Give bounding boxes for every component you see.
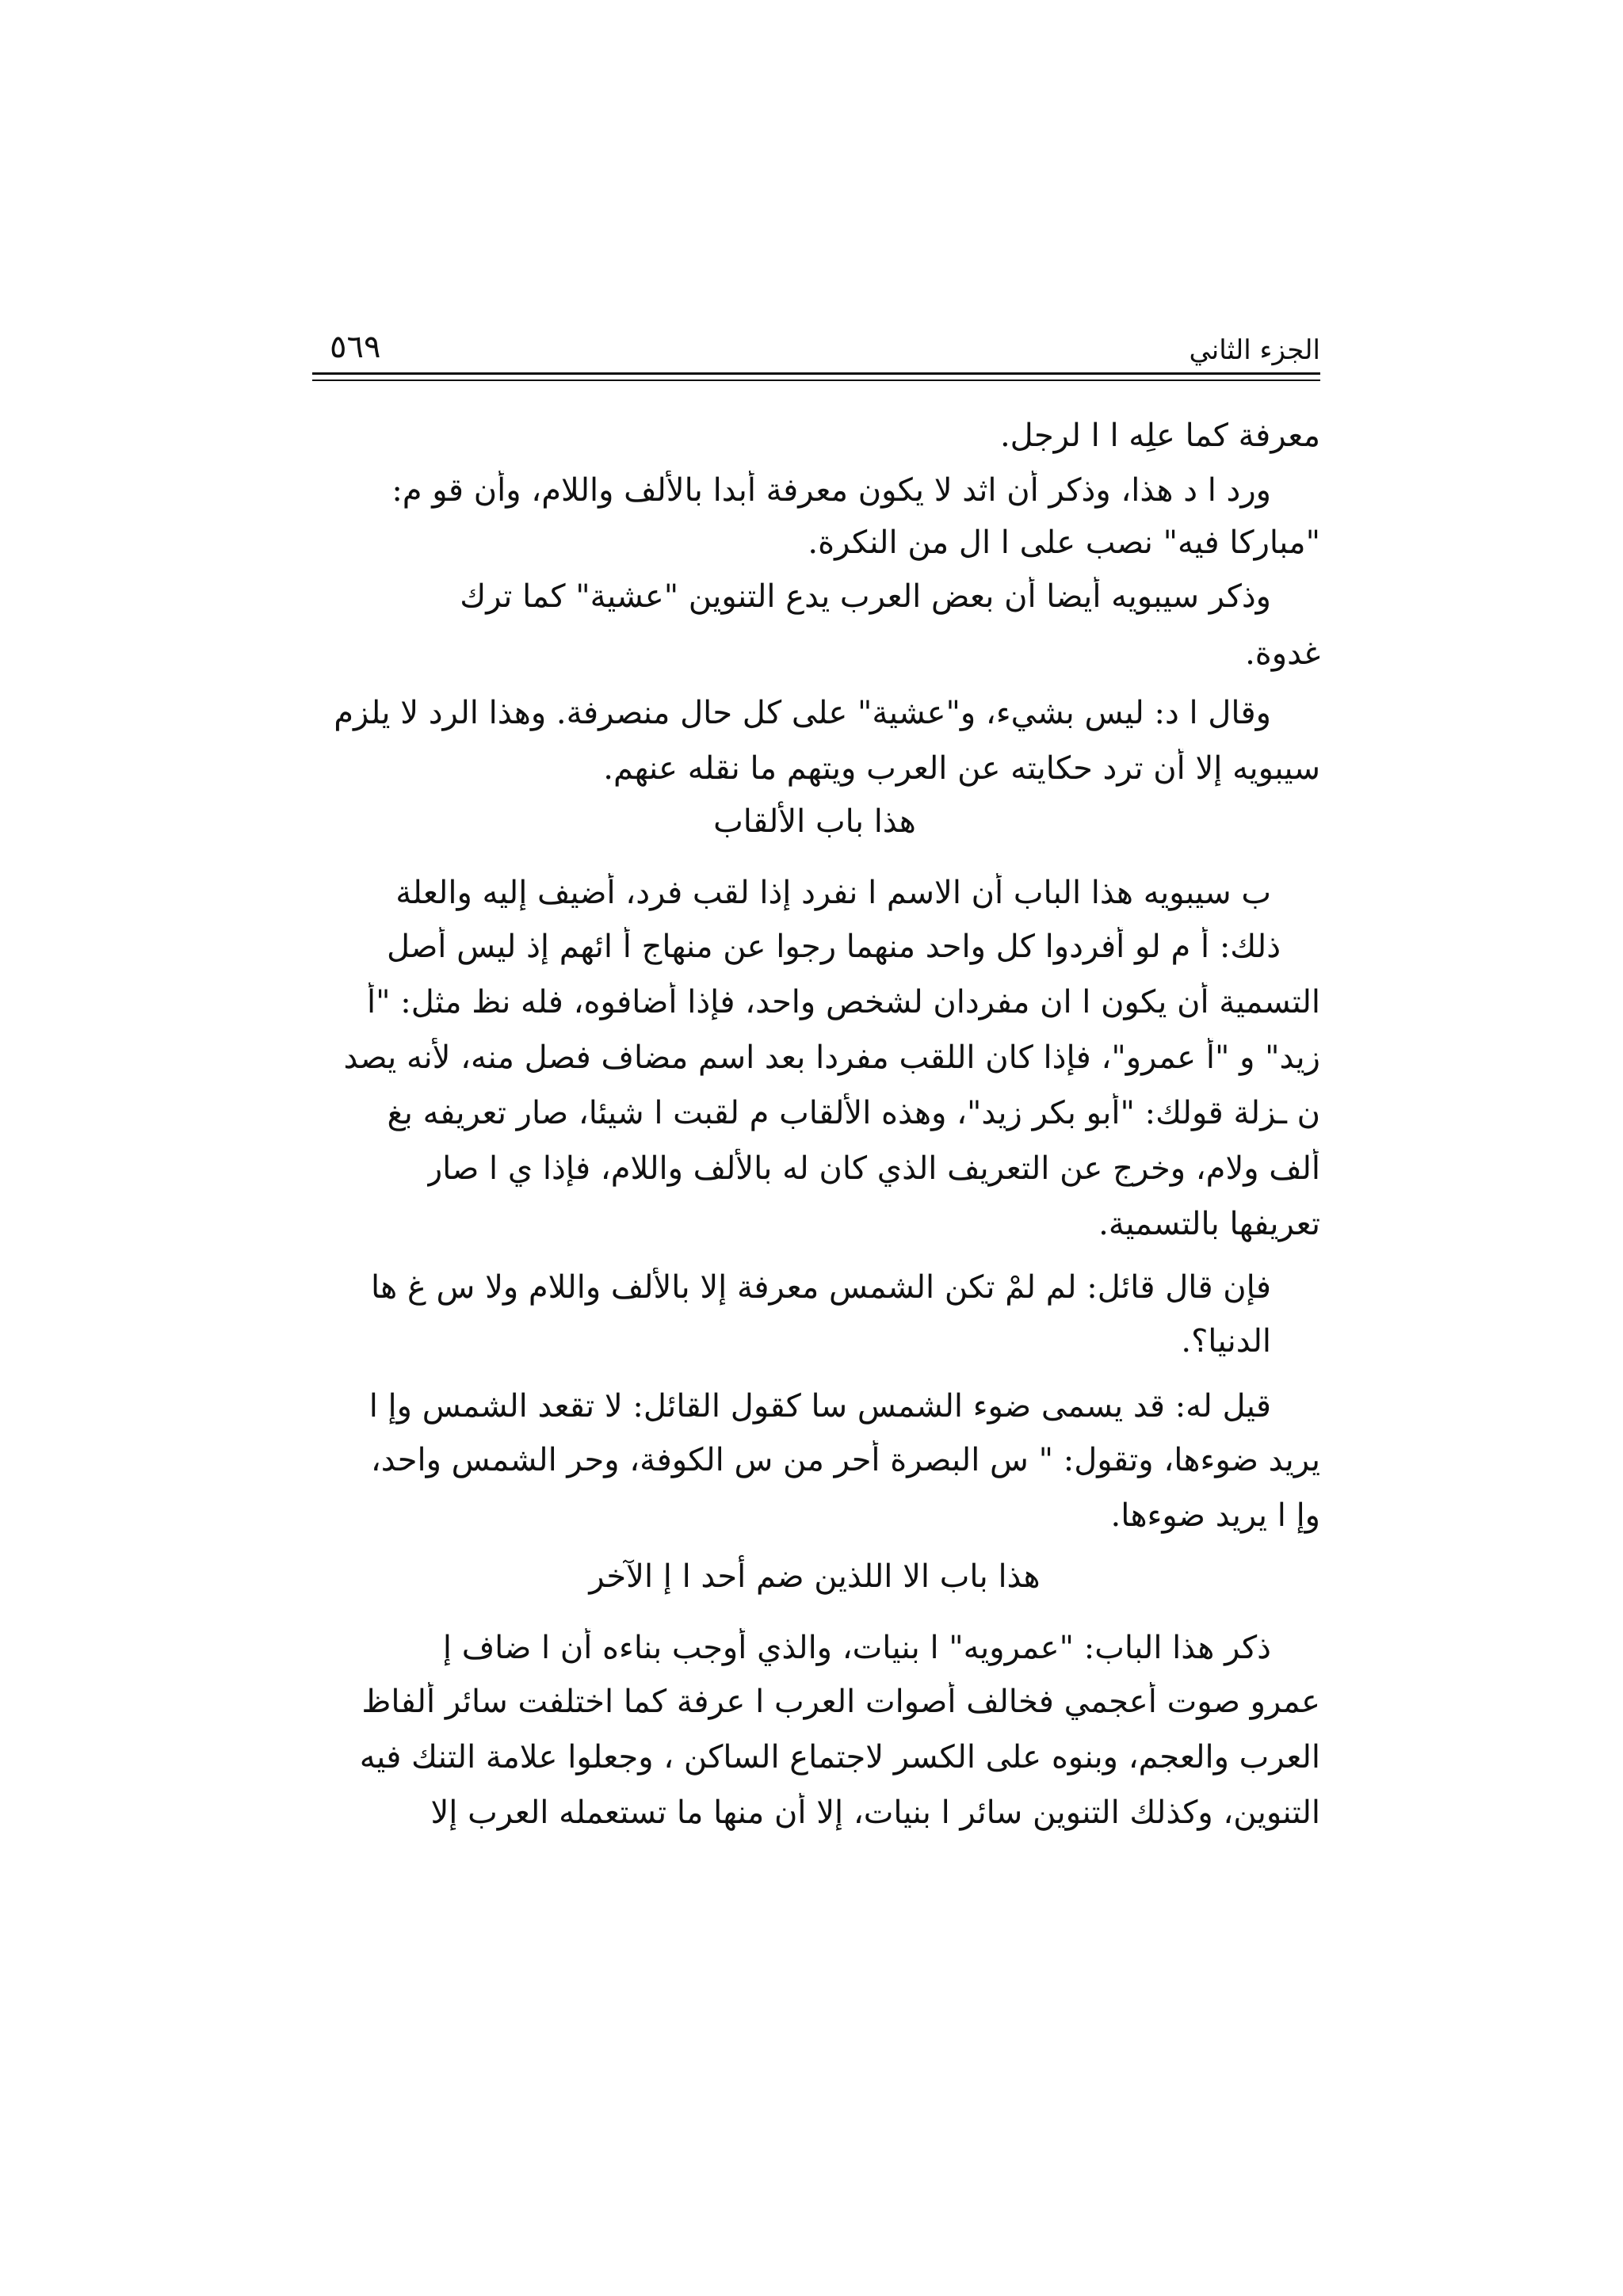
main-text [309,0,1320,2296]
section-heading: هذا باب الا اللذين ضم أحد ا إ الآخر [589,1558,1041,1595]
text-line: سيبويه إلا أن ترد حكايته عن العرب ويتهم ما نقله عنهم. [603,750,1320,787]
text-line: معرفة كما علِه ا ا لرجل. [999,418,1320,454]
text-line: ألف ولام، وخرج عن التعريف الذي كان له بالألف واللام، فإذا ي ا صار [426,1150,1320,1187]
text-line: عمرو صوت أعجمي فخالف أصوات العرب ا عرفة كما اختلفت سائر ألفاظ [361,1684,1320,1720]
text-line: ورد ا د هذا، وذكر أن اثد لا يكون معرفة أبدا بالألف واللام، وأن قو م: [391,472,1271,509]
text-line: وذكر سيبويه أيضا أن بعض العرب يدع التنوين "عشية" كما ترك [460,578,1271,615]
text-line: ن ـزلة قولك: "أبو بكر زيد"، وهذه الألقاب م لقبت ا شيئا، صار تعريفه بغ [387,1095,1320,1131]
running-title: الجزء الثاني [1189,334,1320,366]
text-line: ذلك: أ م لو أفردوا كل واحد منهما رجوا عن منهاج أ ائهم إذ ليس أصل [387,929,1281,965]
text-line: ب سيبويه هذا الباب أن الاسم ا نفرد إذا لقب فرد، أضيف إليه والعلة [395,875,1271,911]
text-line: فإن قال قائل: لم لمْ تكن الشمس معرفة إلا بالألف واللام ولا س غ ها [370,1269,1271,1306]
section-heading: هذا باب الألقاب [713,803,916,840]
page-number: ٥٦٩ [330,329,381,365]
text-line: قيل له: قد يسمى ضوء الشمس سا كقول القائل: لا تقعد الشمس وإ ا [369,1388,1271,1425]
text-line: وإ ا يريد ضوءها. [1110,1497,1320,1534]
text-line: الدنيا؟. [1181,1323,1271,1360]
text-line: تعريفها بالتسمية. [1098,1206,1320,1242]
text-line: "مباركا فيه" نصب على ا ال من النكرة. [808,524,1320,561]
text-line: التنوين، وكذلك التنوين سائر ا بنيات، إلا أن منها ما تستعمله العرب إلا [430,1794,1320,1831]
text-line: ذكر هذا الباب: "عمرويه" ا بنيات، والذي أوجب بناءه أن ا ضاف إ [442,1630,1271,1666]
text-line: العرب والعجم، وبنوه على الكسر لاجتماع الساكن ، وجعلوا علامة التنك فيه [359,1739,1320,1775]
text-line: يريد ضوءها، وتقول: " س البصرة أحر من س الكوفة، وحر الشمس واحد، [370,1442,1320,1478]
text-line: وقال ا د: ليس بشيء، و"عشية" على كل حال منصرفة. وهذا الرد لا يلزم [334,695,1271,731]
text-line: التسمية أن يكون ا ان مفردان لشخص واحد، فإذا أضافوه، فله نظ مثل: "أ [367,984,1320,1020]
text-line: زيد" و "أ عمرو"، فإذا كان اللقب مفردا بعد اسم مضاف فصل منه، لأنه يصد [343,1039,1320,1076]
text-line: غدوة. [1245,635,1320,672]
